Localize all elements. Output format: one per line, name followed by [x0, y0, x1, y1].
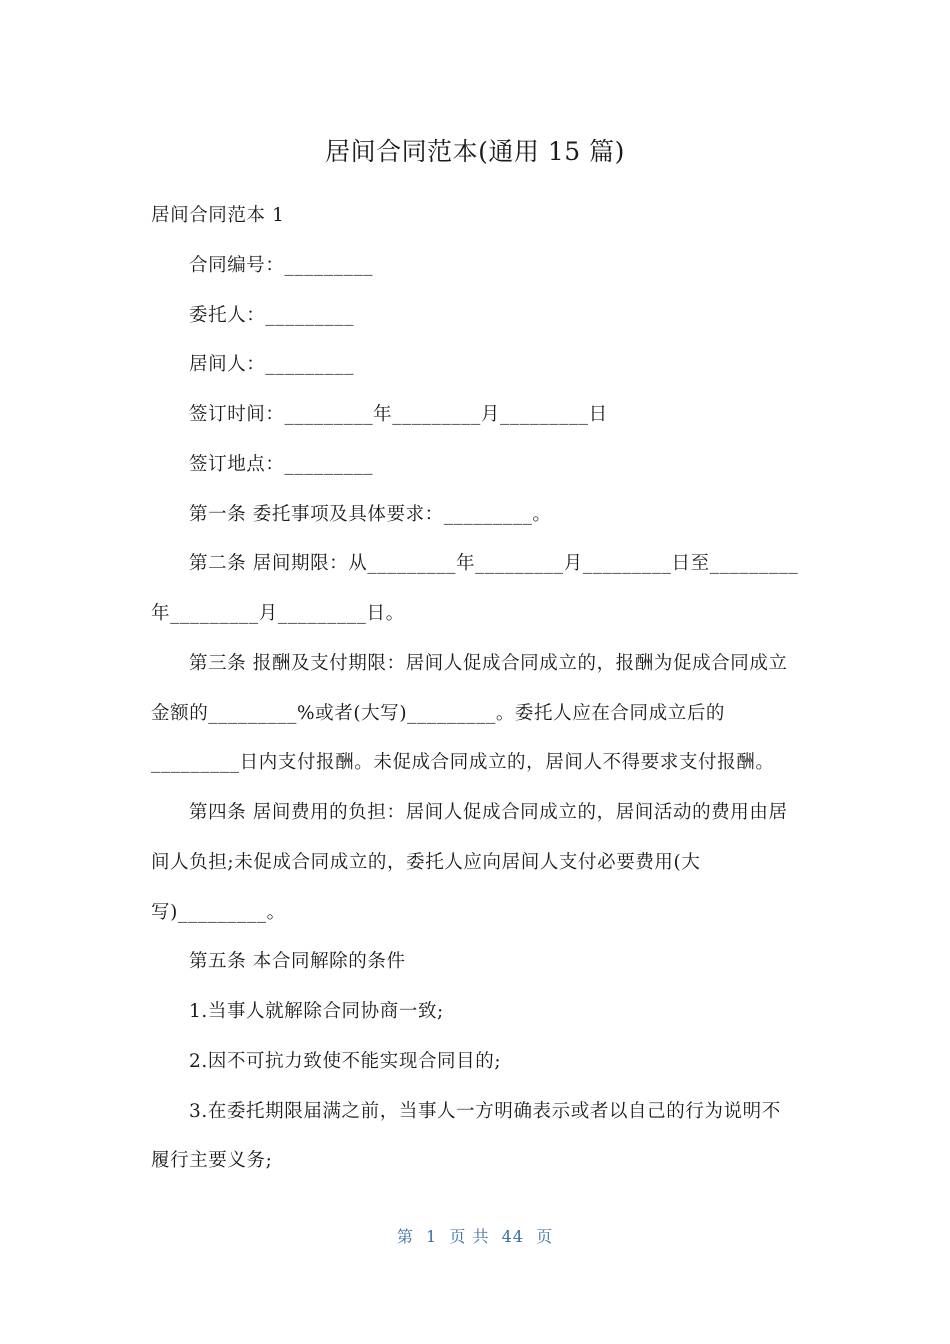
- list-item-3-continuation: 履行主要义务;: [151, 1150, 273, 1171]
- document-title: 居间合同范本(通用 15 篇): [325, 137, 625, 166]
- page-footer: 第 1 页 共 44 页: [396, 1227, 554, 1246]
- list-item-2: 2.因不可抗力致使不能实现合同目的;: [189, 1051, 502, 1072]
- intermediary-line: 居间人：_________: [189, 354, 355, 375]
- client-line: 委托人：_________: [189, 305, 355, 326]
- article-4-continuation-1: 间人负担;未促成合同成立的，委托人应向居间人支付必要费用(大: [151, 852, 701, 873]
- list-item-3: 3.在委托期限届满之前，当事人一方明确表示或者以自己的行为说明不: [189, 1101, 781, 1122]
- section-heading: 居间合同范本 1: [151, 205, 285, 226]
- article-3-continuation-1: 金额的_________%或者(大写)_________。委托人应在合同成立后的: [151, 703, 726, 724]
- article-1-line: 第一条 委托事项及具体要求：_________。: [189, 504, 552, 525]
- article-2-continuation: 年_________月_________日。: [151, 603, 405, 624]
- article-4-line: 第四条 居间费用的负担：居间人促成合同成立的，居间活动的费用由居: [189, 802, 788, 823]
- signing-date-line: 签订时间：_________年_________月_________日: [189, 404, 608, 425]
- article-5-line: 第五条 本合同解除的条件: [189, 951, 406, 972]
- article-2-line: 第二条 居间期限：从_________年_________月_________日至_________: [189, 553, 799, 574]
- article-4-continuation-2: 写)_________。: [151, 902, 286, 923]
- article-3-line: 第三条 报酬及支付期限：居间人促成合同成立的，报酬为促成合同成立: [189, 653, 788, 674]
- signing-place-line: 签订地点：_________: [189, 454, 374, 475]
- contract-number-line: 合同编号：_________: [189, 255, 374, 276]
- article-3-continuation-2: _________日内支付报酬。未促成合同成立的，居间人不得要求支付报酬。: [151, 752, 775, 773]
- list-item-1: 1.当事人就解除合同协商一致;: [189, 1001, 444, 1022]
